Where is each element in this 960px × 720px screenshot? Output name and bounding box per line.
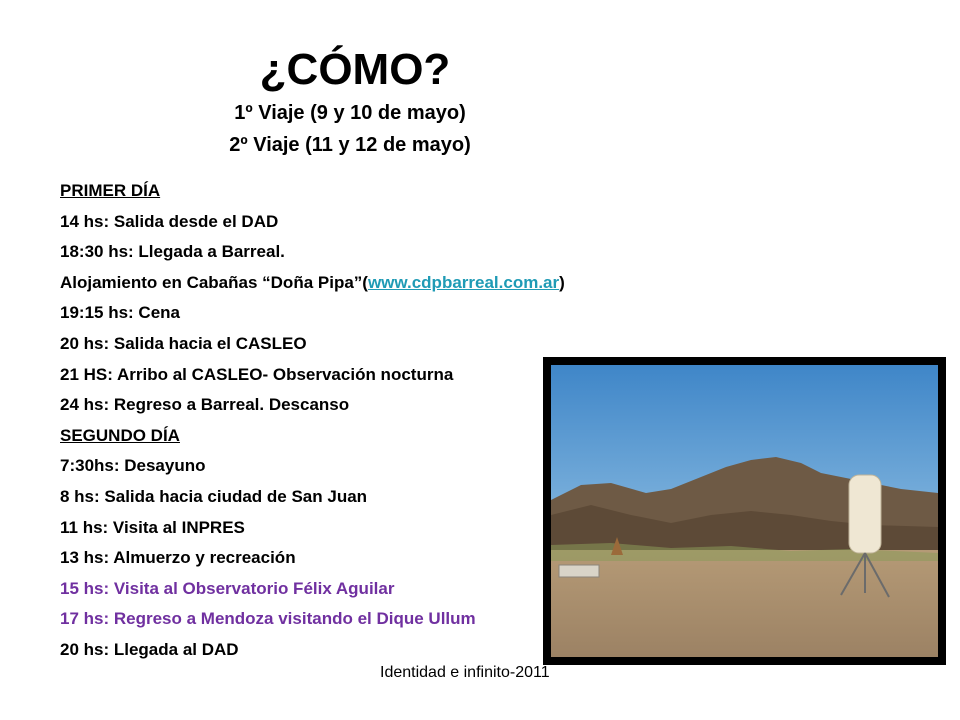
schedule-item: 24 hs: Regreso a Barreal. Descanso — [60, 395, 350, 415]
schedule-item: 11 hs: Visita al INPRES — [60, 517, 245, 537]
schedule-item: 7:30hs: Desayuno — [60, 456, 206, 476]
trip-2-subtitle: 2º Viaje (11 y 12 de mayo) — [229, 134, 471, 156]
schedule-list — [60, 176, 620, 666]
schedule-item: 8 hs: Salida hacia ciudad de San Juan — [60, 486, 368, 506]
schedule-item: 13 hs: Almuerzo y recreación — [60, 548, 296, 568]
footer-text: Identidad e infinito-2011 — [380, 664, 550, 681]
schedule-item: 19:15 hs: Cena — [60, 303, 180, 323]
observatory-photo — [543, 357, 946, 665]
lodging-website-link[interactable]: www.cdpbarreal.com.ar — [367, 272, 560, 292]
schedule-item: 20 hs: Salida hacia el CASLEO — [60, 333, 307, 353]
trip-1-subtitle: 1º Viaje (9 y 10 de mayo) — [234, 102, 466, 124]
landscape-image — [551, 365, 938, 657]
lodging-text-close: ) — [559, 272, 565, 292]
schedule-item: 21 HS: Arribo al CASLEO- Observación nocturna — [60, 364, 454, 384]
schedule-item: 20 hs: Llegada al DAD — [60, 639, 239, 659]
schedule-item: 18:30 hs: Llegada a Barreal. — [60, 242, 285, 262]
schedule-item: 14 hs: Salida desde el DAD — [60, 211, 279, 231]
lodging-text: Alojamiento en Cabañas “Doña Pipa”( — [60, 272, 368, 292]
schedule-item-highlight: 15 hs: Visita al Observatorio Félix Aguilar — [60, 578, 395, 598]
page-title: ¿CÓMO? — [259, 45, 451, 94]
lodging-line — [60, 268, 620, 299]
day-1-heading: PRIMER DÍA — [60, 181, 161, 200]
day-2-heading: SEGUNDO DÍA — [60, 425, 180, 445]
schedule-item-highlight: 17 hs: Regreso a Mendoza visitando el Dique Ullum — [60, 609, 476, 629]
